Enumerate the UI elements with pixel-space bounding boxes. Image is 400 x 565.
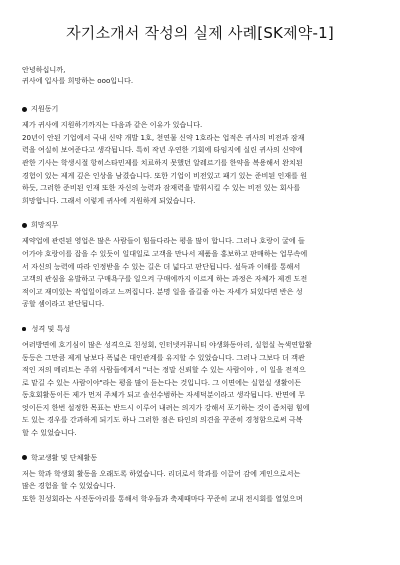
body-line: 어가야 호랑이를 잡을 수 있듯이 일대일로 고객을 만나서 제품을 홍보하고 판매하는 업무속에 <box>22 248 308 258</box>
section-heading-text: 지원동기 <box>31 104 59 114</box>
body-line: 하듯, 그러한 준비된 인재 또한 자신의 능력과 잠재력을 발휘시킬 수 있는 비전 있는 회사를 <box>22 183 301 193</box>
body-line: 고객의 관심을 유발하고 구매욕구를 일으켜 구매에까지 이르게 하는 과정은 자체가 제겐 도전 <box>22 274 308 284</box>
section-heading-text: 학교생활 및 단체활동 <box>31 452 98 462</box>
body-line: 여러방면에 호기심이 많은 성격으로 친성회, 인터넷커뮤니티 야생화동아리, 실험실 녹색연합활 <box>22 339 312 349</box>
body-line: 희망합니다. 그래서 이렇게 귀사에 지원하게 되었습니다. <box>22 195 196 205</box>
body-line: 공할 셈이라고 판단됩니다. <box>22 299 105 309</box>
body-line: 적인 저의 메리트는 주위 사람들에게서 "너는 정말 신뢰할 수 있는 사람이야 , 이 일을 전적으 <box>22 365 306 375</box>
bullet-icon <box>22 223 27 228</box>
body-line: 할 수 있었습니다. <box>22 428 77 438</box>
body-line: 경험이 있는 제게 깊은 인상을 남겼습니다. 또한 기업이 비전있고 패기 있는 준비된 인재를 원 <box>22 170 308 180</box>
body-line: 20년이 안된 기업에서 국내 신약 개발 1호, 천연물 신약 1호라는 업적은 귀사의 비전과 잠재 <box>22 132 305 142</box>
section-body <box>22 468 378 506</box>
section <box>22 453 378 506</box>
intro-greeting: 안녕하십니까, <box>22 65 66 74</box>
section-heading-text: 희망직무 <box>31 220 59 230</box>
body-line: 많은 경험을 할 수 있었습니다. <box>22 481 116 491</box>
body-line: 로 맡길 수 있는 사람이야"라는 평을 많이 듣는다는 것입니다. 그 이면에는 실험실 생활이든 <box>22 377 302 387</box>
section-heading <box>22 104 378 114</box>
section-heading <box>22 220 378 230</box>
section-heading <box>22 324 378 334</box>
bullet-icon <box>22 327 26 331</box>
section-body <box>22 339 378 440</box>
intro-block <box>22 65 378 86</box>
body-line: 저는 학과 학생회 활동을 오래도록 하였습니다. 리더로서 학과를 이끌어 감에 게인으로서는 <box>22 468 301 478</box>
bullet-icon <box>22 107 27 112</box>
intro-line: 귀사에 입사를 희망하는 ooo입니다. <box>22 75 134 85</box>
bullet-icon <box>22 455 27 460</box>
body-line: 또한 친성회라는 사진동아리를 통해서 학우들과 축제때마다 꾸준히 교내 전시회를 열었으며 <box>22 493 303 503</box>
section-heading <box>22 453 378 463</box>
body-line: 관한 기사는 학생시절 항히스타민제를 치료하지 못했던 알레르기를 한약을 복용해서 완치된 <box>22 157 303 167</box>
document-title: 자기소개서 작성의 실제 사례[SK제약-1] <box>66 24 334 42</box>
body-line: 적이고 재미있는 작업일이라고 느껴집니다. 분명 일을 즐길줄 아는 자세가 되있다면 반은 성 <box>22 286 303 296</box>
section-body <box>22 235 378 311</box>
section <box>22 220 378 311</box>
section <box>22 324 378 440</box>
sections-container <box>22 104 378 505</box>
body-line: 력을 여실히 보여준다고 생각됩니다. 특히 작년 우연한 기회에 타임지에 실린 귀사의 신약에 <box>22 145 303 155</box>
body-line: 동등은 그만큼 제게 남보다 폭넓은 대인관계를 유지할 수 있었습니다. 그러나 그보다 더 객관 <box>22 352 305 362</box>
body-line: 동호회활동이든 제가 먼저 주체가 되고 솔선수범하는 자세덕분이라고 생각됩니다. 반면에 무 <box>22 390 305 400</box>
body-line: 제가 귀사에 지원하기까지는 다음과 같은 이유가 있습니다. <box>22 120 203 130</box>
body-line: 엇이든지 한번 설정한 목표는 반드시 이루어 내려는 의지가 강해서 포기하는 것이 좀처럼 힘에 <box>22 402 310 412</box>
body-line: 서 자신의 능력에 따라 인정받을 수 있는 길은 더 넓다고 판단됩니다. 설득과 이해를 통해서 <box>22 261 301 271</box>
body-line: 도 있는 경우를 간과하게 되기도 하나 그러한 점은 타인의 의견을 꾸준히 경청함으로써 극복 <box>22 415 303 425</box>
section <box>22 104 378 207</box>
section-body <box>22 119 378 207</box>
section-heading-text: 성격 및 특성 <box>31 323 71 333</box>
body-line: 제약업에 관련된 영업은 많은 사람들이 힘들다라는 평을 많이 합니다. 그러나 호랑이 굴에 들 <box>22 236 305 246</box>
